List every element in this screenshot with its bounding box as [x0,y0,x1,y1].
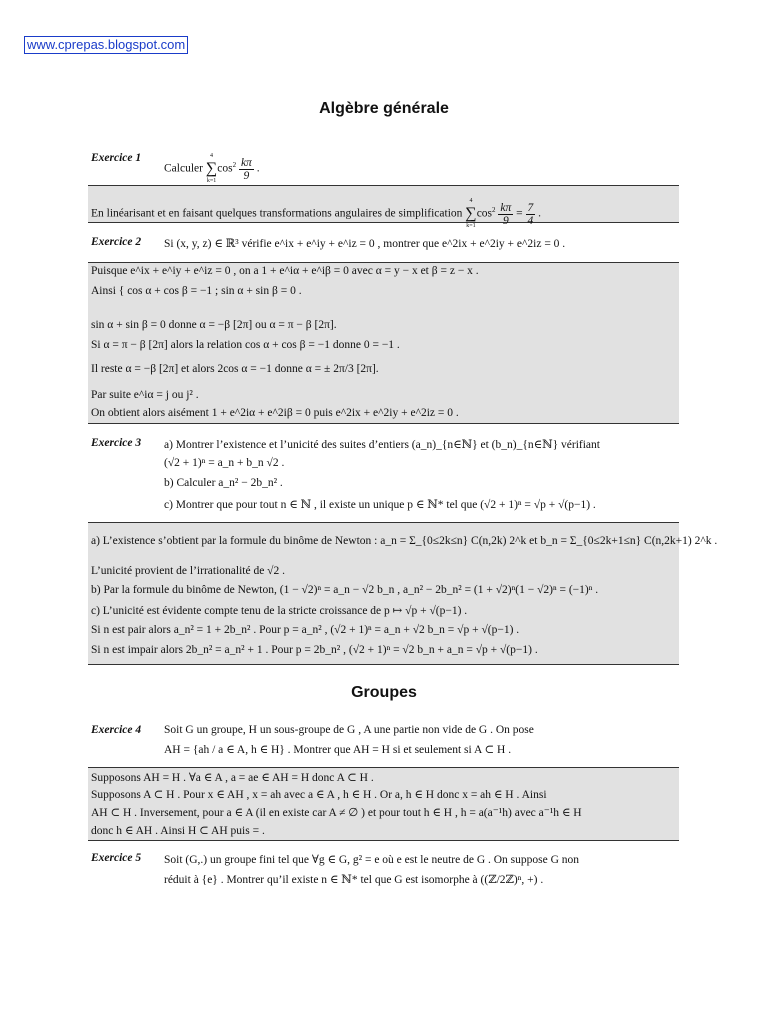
solution-line: sin α + sin β = 0 donne α = −β [2π] ou α = π − β [2π]. [91,319,337,331]
section-title-groupes: Groupes [351,684,417,701]
solution-1: En linéarisant et en faisant quelques transformations angulaires de simplification 4 ∑ k=1 $\cos^2$ $\frac{k\pi}{9}$ = $\frac{7}{4}$ . [88,185,679,223]
fraction: $\frac{k\pi}{9}$ [240,156,252,182]
exercise-2-statement: Si (x, y, z) ∈ ℝ³ vérifie e^ix + e^iy + e^iz = 0 , montrer que e^2ix + e^2iy + e^2iz = 0 . [164,238,566,250]
exercise-5-label: Exercice 5 [91,852,142,864]
exercise-2-label: Exercice 2 [91,236,142,248]
solution-line: Si α = π − β [2π] alors la relation cos α + cos β = −1 donne 0 = −1 . [91,339,400,351]
solution-line: Ainsi { cos α + cos β = −1 ; sin α + sin β = 0 . [91,285,302,297]
solution-line: AH ⊂ H . Inversement, pour a ∈ A (il en existe car A ≠ ∅ ) et pour tout h ∈ H , h = a(a⁻¹h) avec a⁻¹h ∈ H [91,807,582,819]
solution-line: a) L’existence s’obtient par la formule du binôme de Newton : a_n = Σ_{0≤2k≤n} C(n,2k) 2^k et b_n = Σ_{0≤2k+1≤n} C(n,2k+1) 2^k . [91,535,718,547]
exercise-3-label: Exercice 3 [91,437,142,449]
solution-line: Puisque e^ix + e^iy + e^iz = 0 , on a 1 + e^iα + e^iβ = 0 avec α = y − x et β = z − x . [91,265,479,277]
solution-4 [88,767,679,841]
exercise-2 [91,236,681,252]
solution-line: On obtient alors aisément 1 + e^2iα + e^2iβ = 0 puis e^2ix + e^2iy + e^2iz = 0 . [91,407,459,419]
exercise-1 [91,152,681,184]
solution-1-text: En linéarisant et en faisant quelques transformations angulaires de simplification [91,207,463,220]
exercise-4 [91,724,681,760]
statement-line: AH = {ah / a ∈ A, h ∈ H} . Montrer que AH = H si et seulement si A ⊂ H . [164,744,512,756]
solution-line: c) L’unicité est évidente compte tenu de la stricte croissance de p ↦ √p + √(p−1) . [91,605,468,617]
section-title-algebre: Algèbre générale [319,100,449,117]
solution-line: Supposons AH = H . ∀a ∈ A , a = ae ∈ AH = H donc A ⊂ H . [91,772,374,784]
exercise-1-statement: Calculer 4 ∑ k=1 $\cos^2$ $\frac{k\pi}{9}$ . [164,153,260,184]
statement-line: Soit G un groupe, H un sous-groupe de G , A une partie non vide de G . On pose [164,724,534,736]
solution-line: donc h ∈ AH . Ainsi H ⊂ AH puis = . [91,825,265,837]
solution-line: L’unicité provient de l’irrationalité de √2 . [91,565,285,577]
exercise-5 [91,852,681,888]
exercise-1-label: Exercice 1 [91,152,142,164]
statement-line: b) Calculer a_n² − 2b_n² . [164,477,283,489]
solution-2 [88,262,679,424]
exercise-4-label: Exercice 4 [91,724,142,736]
statement-line: Soit (G,.) un groupe fini tel que ∀g ∈ G, g² = e où e est le neutre de G . On suppose G non [164,854,580,866]
solution-line: Il reste α = −β [2π] et alors 2cos α = −1 donne α = ± 2π/3 [2π]. [91,363,379,375]
solution-3 [88,522,718,665]
exercise-1-text: Calculer [164,162,203,175]
sum-symbol: 4 ∑ k=1 [205,153,218,184]
solution-line: Si n est pair alors a_n² = 1 + 2b_n² . Pour p = a_n² , (√2 + 1)ⁿ = a_n + √2 b_n = √p + √(p−1) . [91,624,520,636]
statement-line: réduit à {e} . Montrer qu’il existe n ∈ ℕ* tel que G est isomorphe à ((ℤ/2ℤ)ⁿ, +) . [164,874,544,886]
solution-line: Si n est impair alors 2b_n² = a_n² + 1 . Pour p = 2b_n² , (√2 + 1)ⁿ = √2 b_n + a_n = √p + √(p−1) . [91,644,538,656]
solution-line: Par suite e^iα = j ou j² . [91,389,199,401]
statement-line: c) Montrer que pour tout n ∈ ℕ , il existe un unique p ∈ ℕ* tel que (√2 + 1)ⁿ = √p + √(p−1) . [164,499,596,511]
blog-url-link[interactable]: www.cprepas.blogspot.com [24,36,188,54]
statement-line: a) Montrer l’existence et l’unicité des suites d’entiers (a_n)_{n∈ℕ} et (b_n)_{n∈ℕ} vérifiant [164,439,600,451]
solution-line: b) Par la formule du binôme de Newton, (1 − √2)ⁿ = a_n − √2 b_n , a_n² − 2b_n² = (1 + √2)ⁿ(1 − √2)ⁿ = (−1)ⁿ . [91,584,599,596]
exercise-3 [91,437,681,515]
statement-line: (√2 + 1)ⁿ = a_n + b_n √2 . [164,457,285,469]
solution-line: Supposons A ⊂ H . Pour x ∈ AH , x = ah avec a ∈ A , h ∈ H . Or a, h ∈ H donc x = ah ∈ H . Ainsi [91,789,547,801]
